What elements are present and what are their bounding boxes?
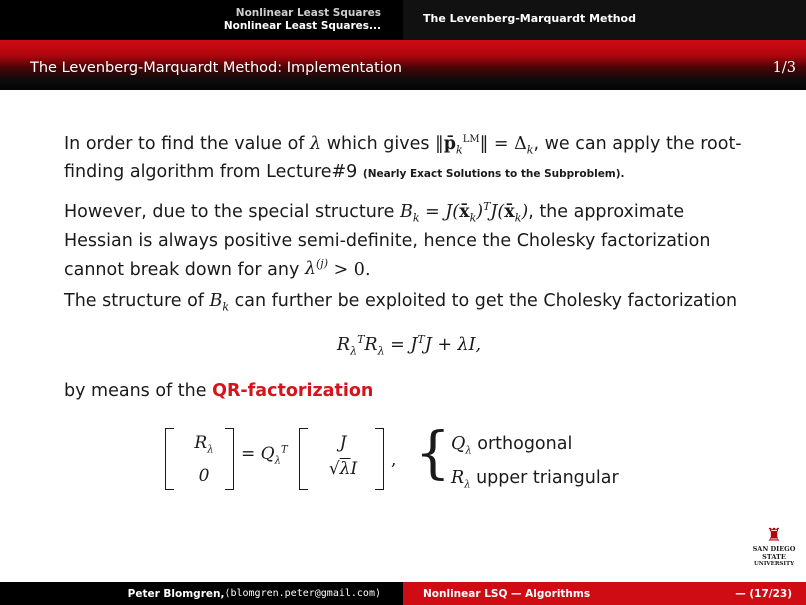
- top-navigation: [0, 0, 806, 40]
- matrix-r-lambda: $R_\lambda$ 0: [194, 433, 214, 487]
- curly-brace: {: [415, 421, 451, 486]
- cases-list: [451, 431, 619, 498]
- university-logo: ♜ SAN DIEGO STATE UNIVERSITY: [746, 527, 802, 567]
- qr-factorization-highlight: QR-factorization: [212, 381, 374, 402]
- footer-title-area: [403, 582, 806, 605]
- paragraph-exploit: The structure of $B_k$ can further be exploited to get the Cholesky factorization: [64, 291, 738, 314]
- math-lambda-j: $\lambda^{(j)}$: [304, 257, 329, 280]
- math-bk-definition: $B_k$ = $J(x̄_k)^TJ(x̄_k)$: [399, 200, 529, 225]
- nav-current-section: [403, 0, 806, 40]
- left-bracket: [299, 428, 308, 490]
- nav-section-link[interactable]: Nonlinear Least Squares: [235, 7, 381, 19]
- math-norm-pk: $‖p̄_k^{LM}‖ = \Delta_k$: [435, 133, 534, 157]
- math-lambda: λ: [310, 133, 322, 154]
- footer-author: Peter Blomgren, ⟨blomgren.peter@gmail.com⟩: [0, 582, 403, 605]
- nav-current-section-link[interactable]: The Levenberg-Marquardt Method: [423, 12, 636, 25]
- paragraph-lambda: In order to find the value of λ which gives $‖p̄_k^{LM}‖ = \Delta_k$, we can apply the root-finding algorithm from Lecture#9 (Nearly Exact Solutions to the Subproblem).: [64, 133, 742, 183]
- paragraph-structure: However, due to the special structure $B_k$ = $J(x̄_k)^TJ(x̄_k)$, the approximate Hessian is always positive semi-definite, hence the Cholesky factorization cannot break down for any $\lambda^{(j)} > 0$.: [64, 200, 711, 280]
- math-bk: $B_k$: [209, 291, 230, 314]
- frame-title-bar: [0, 40, 806, 90]
- frame-title: The Levenberg-Marquardt Method: Implementation: [30, 60, 402, 76]
- footer-email: ⟨blomgren.peter@gmail.com⟩: [224, 588, 381, 599]
- case-orthogonal: $Q_\lambda$ orthogonal: [451, 434, 573, 457]
- sdsu-emblem-icon: ♜: [765, 525, 783, 546]
- matrix-j-sqrt-lambda: J √λI: [328, 433, 358, 479]
- footer-short-title: Nonlinear LSQ — Algorithms: [423, 587, 591, 600]
- right-bracket: [225, 428, 234, 490]
- nav-sections: [0, 0, 403, 40]
- left-bracket: [165, 428, 174, 490]
- footer: [0, 582, 806, 605]
- lecture-reference: (Nearly Exact Solutions to the Subproblem).: [362, 168, 625, 181]
- frame-page-number: 1/3: [772, 60, 796, 76]
- equation-cholesky: $R_\lambda^TR_\lambda = J^TJ + \lambda I$,: [336, 332, 482, 358]
- slide-content: [64, 128, 754, 412]
- right-bracket: [375, 428, 384, 490]
- equation-qr-block: $R_\lambda$ 0 = $Q_\lambda^T$ J √λI , { $Q_\lambda$ orthogonal $R_\lambda$ upper triangular: [165, 428, 685, 492]
- case-upper-triangular: $R_\lambda$ upper triangular: [451, 467, 619, 490]
- footer-page-count: — (17/23): [735, 587, 792, 600]
- math-q-lambda-t: = $Q_\lambda^T$: [241, 444, 288, 467]
- paragraph-qr: by means of the QR-factorization: [64, 381, 374, 402]
- nav-subsection-link[interactable]: Nonlinear Least Squares...: [223, 20, 381, 32]
